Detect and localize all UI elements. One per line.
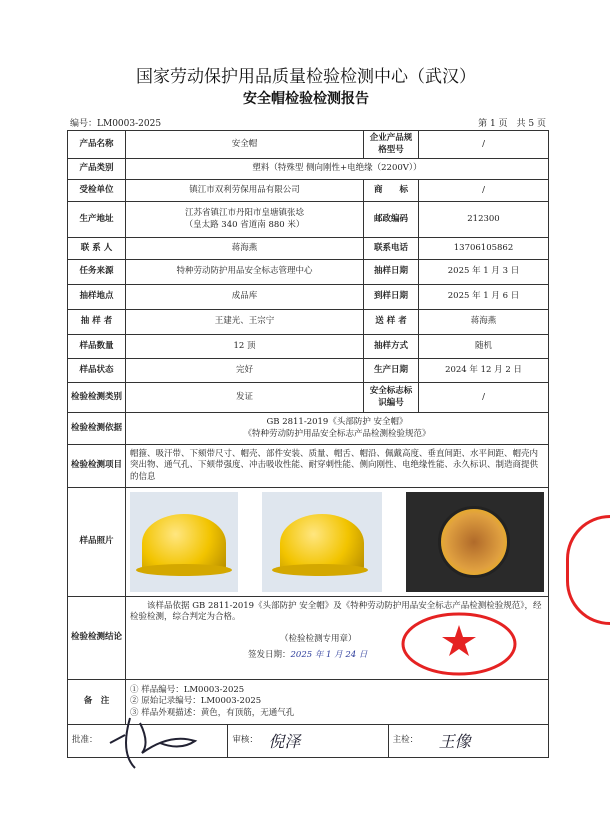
value: 成品库 (126, 285, 364, 310)
label: 送 样 者 (364, 310, 419, 335)
label: 样品状态 (68, 359, 126, 383)
label: 抽样地点 (68, 285, 126, 310)
address-line1: 江苏省镇江市丹阳市皇塘镇张埝 (184, 208, 304, 219)
basis-line1: GB 2811-2019《头部防护 安全帽》 (266, 417, 408, 428)
report-table (67, 130, 549, 758)
row-product-name (68, 131, 549, 159)
row-type (68, 383, 549, 413)
label: 商 标 (364, 180, 419, 202)
label: 联系电话 (364, 238, 419, 260)
label: 样品数量 (68, 335, 126, 359)
value: 安全帽 (126, 131, 364, 159)
value: 发证 (126, 383, 364, 413)
value: / (419, 383, 549, 413)
issue-date (130, 650, 544, 661)
label: 检验检测结论 (68, 597, 126, 680)
row-qty (68, 335, 549, 359)
label: 企业产品规格型号 (364, 131, 419, 159)
value: / (419, 131, 549, 159)
label: 邮政编码 (364, 202, 419, 238)
report-org-title: 国家劳动保护用品质量检验检测中心（武汉） (136, 67, 476, 87)
value (126, 202, 364, 238)
label: 样品照片 (68, 488, 126, 597)
note-item: ① 样品编号：LM0003-2025 (130, 684, 245, 695)
review-signature: 倪泽 (268, 732, 301, 751)
approve-signature (100, 713, 210, 773)
conclusion-text: 该样品依据 GB 2811-2019《头部防护 安全帽》及《特种劳动防护用品安全标志产品检测检验规范》，经检验检测，综合判定为合格。 (130, 601, 542, 623)
label: 抽样日期 (364, 260, 419, 285)
basis-line2: 《特种劳动防护用品安全标志产品检测检验规范》 (243, 428, 431, 439)
approve-label: 批准： (72, 735, 98, 745)
label: 备 注 (68, 680, 126, 725)
review-label: 审核： (232, 735, 258, 745)
label: 安全标志标识编号 (364, 383, 419, 413)
label: 联 系 人 (68, 238, 126, 260)
label: 检验检测依据 (68, 413, 126, 445)
value: 蒋海燕 (126, 238, 364, 260)
label: 到样日期 (364, 285, 419, 310)
value: 特种劳动防护用品安全标志管理中心 (126, 260, 364, 285)
label: 任务来源 (68, 260, 126, 285)
value: 蒋海燕 (419, 310, 549, 335)
value: / (419, 180, 549, 202)
label: 受检单位 (68, 180, 126, 202)
signature-row (68, 725, 549, 758)
label: 抽 样 者 (68, 310, 126, 335)
value: 2025 年 1 月 6 日 (419, 285, 549, 310)
row-photos (68, 488, 549, 597)
row-basis (68, 413, 549, 445)
label: 生产地址 (68, 202, 126, 238)
row-items (68, 445, 549, 488)
row-address (68, 202, 549, 238)
value: 帽箍、吸汗带、下颏带尺寸、帽壳、部件安装、质量、帽舌、帽沿、佩戴高度、垂直间距、水平间距、帽壳内突出物、通气孔、下颏带强度、冲击吸收性能、耐穿刺性能、侧向刚性、电绝缘性能、永久标识、制造商提供的信息 (126, 445, 549, 488)
main-inspector-label: 主检： (392, 735, 419, 745)
issue-date-label: 签发日期： (248, 650, 291, 661)
value: 塑料（特殊型 侧向刚性+电绝缘（2200V）） (126, 159, 549, 180)
label: 产品类别 (68, 159, 126, 180)
helmet-photo-front (130, 492, 238, 592)
label: 生产日期 (364, 359, 419, 383)
row-category (68, 159, 549, 180)
label: 检验检测类别 (68, 383, 126, 413)
report-number: 编号：LM0003-2025 (70, 119, 162, 129)
report-title: 安全帽检验检测报告 (243, 91, 369, 107)
value: 12 顶 (126, 335, 364, 359)
row-source (68, 260, 549, 285)
row-conclusion (68, 597, 549, 680)
row-unit (68, 180, 549, 202)
row-state (68, 359, 549, 383)
helmet-photo-inside (406, 492, 544, 592)
address-line2: （皇太路 340 省道南 880 米） (184, 219, 305, 230)
value: 随机 (419, 335, 549, 359)
note-item: ③ 样品外观描述：黄色，有顶筋，无通气孔 (130, 707, 295, 718)
value: 王建光、王宗宁 (126, 310, 364, 335)
label: 产品名称 (68, 131, 126, 159)
row-contact (68, 238, 549, 260)
value: 2025 年 1 月 3 日 (419, 260, 549, 285)
row-sampler (68, 310, 549, 335)
value: 13706105862 (419, 238, 549, 260)
page-indicator: 第 1 页 共 5 页 (478, 119, 546, 129)
value: 完好 (126, 359, 364, 383)
main-inspector-signature: 王像 (438, 732, 471, 751)
partial-seal-edge (566, 515, 610, 625)
value: 镇江市双利劳保用品有限公司 (126, 180, 364, 202)
stamp-note: （检验检测专用章） (280, 633, 357, 644)
issue-date-value: 2025 年 1 月 24 日 (290, 650, 368, 661)
helmet-photo-side (262, 492, 382, 592)
label: 检验检测项目 (68, 445, 126, 488)
value: 2024 年 12 月 2 日 (419, 359, 549, 383)
note-item: ② 原始记录编号：LM0003-2025 (130, 696, 262, 707)
row-place (68, 285, 549, 310)
label: 抽样方式 (364, 335, 419, 359)
value (126, 413, 549, 445)
value: 212300 (419, 202, 549, 238)
report-body (67, 130, 548, 758)
